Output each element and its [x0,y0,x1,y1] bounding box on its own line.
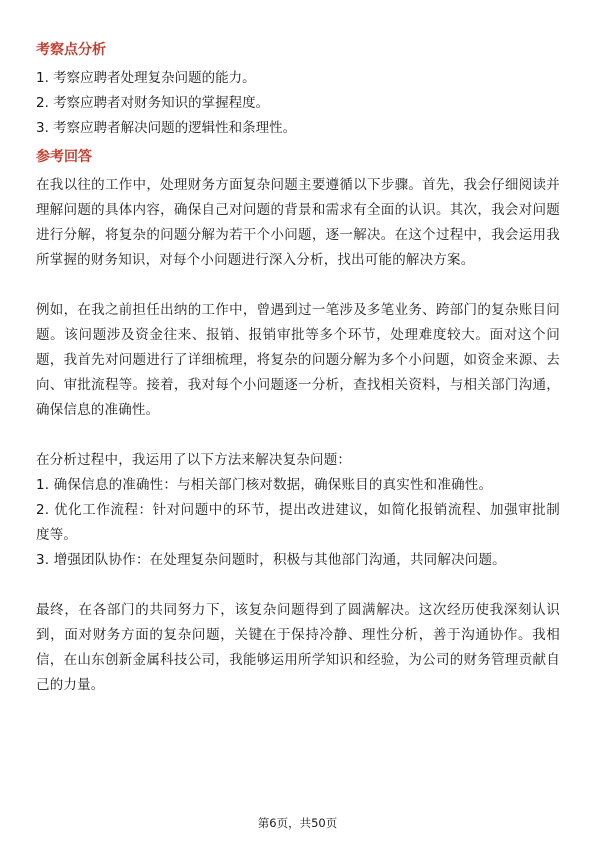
conclusion-paragraph: 最终，在各部门的共同努力下，该复杂问题得到了圆满解决。这次经历使我深刻认识到，面对财务方面的复杂问题，关键在于保持冷静、理性分析，善于沟通协作。我相信，在山东创新金属科技公司，我能够运用所学知识和经验，为公司的财务管理贡献自己的力量。 [36,602,560,693]
answer-paragraph-2: 例如，在我之前担任出纳的工作中，曾遇到过一笔涉及多笔业务、跨部门的复杂账目问题。该问题涉及资金往来、报销、报销审批等多个环节，处理难度较大。面对这个问题，我首先对问题进行了详细梳理，将复杂的问题分解为多个小问题，如资金来源、去向、审批流程等。接着，我对每个小问题逐一分析，查找相关资料，与相关部门沟通，确保信息的准确性。 [36,302,560,418]
analysis-list [36,66,560,141]
answer-heading: 参考回答 [36,149,92,165]
analysis-item: 3. 考察应聘者解决问题的逻辑性和条理性。 [36,120,297,136]
document-body [36,40,560,698]
analysis-item: 1. 考察应聘者处理复杂问题的能力。 [36,70,256,86]
paragraph-gap [36,273,560,298]
paragraph-gap [36,423,560,448]
page-number: 第6页，共50页 [257,816,338,830]
methods-intro: 在分析过程中，我运用了以下方法来解决复杂问题： [36,452,352,468]
method-item: 3. 增强团队协作：在处理复杂问题时，积极与其他部门沟通，共同解决问题。 [36,552,506,568]
paragraph-gap [36,573,560,598]
method-item: 2. 优化工作流程：针对问题中的环节，提出改进建议，如简化报销流程、加强审批制度等。 [36,502,560,543]
answer-paragraph-1: 在我以往的工作中，处理财务方面复杂问题主要遵循以下步骤。首先，我会仔细阅读并理解问题的具体内容，确保自己对问题的背景和需求有全面的认识。其次，我会对问题进行分解，将复杂的问题分解为若干个小问题，逐一解决。在这个过程中，我会运用我所掌握的财务知识，对每个小问题进行深入分析，找出可能的解决方案。 [36,177,560,268]
method-item: 1. 确保信息的准确性：与相关部门核对数据，确保账目的真实性和准确性。 [36,477,493,493]
analysis-heading: 考察点分析 [36,42,106,58]
analysis-item: 2. 考察应聘者对财务知识的掌握程度。 [36,95,270,111]
